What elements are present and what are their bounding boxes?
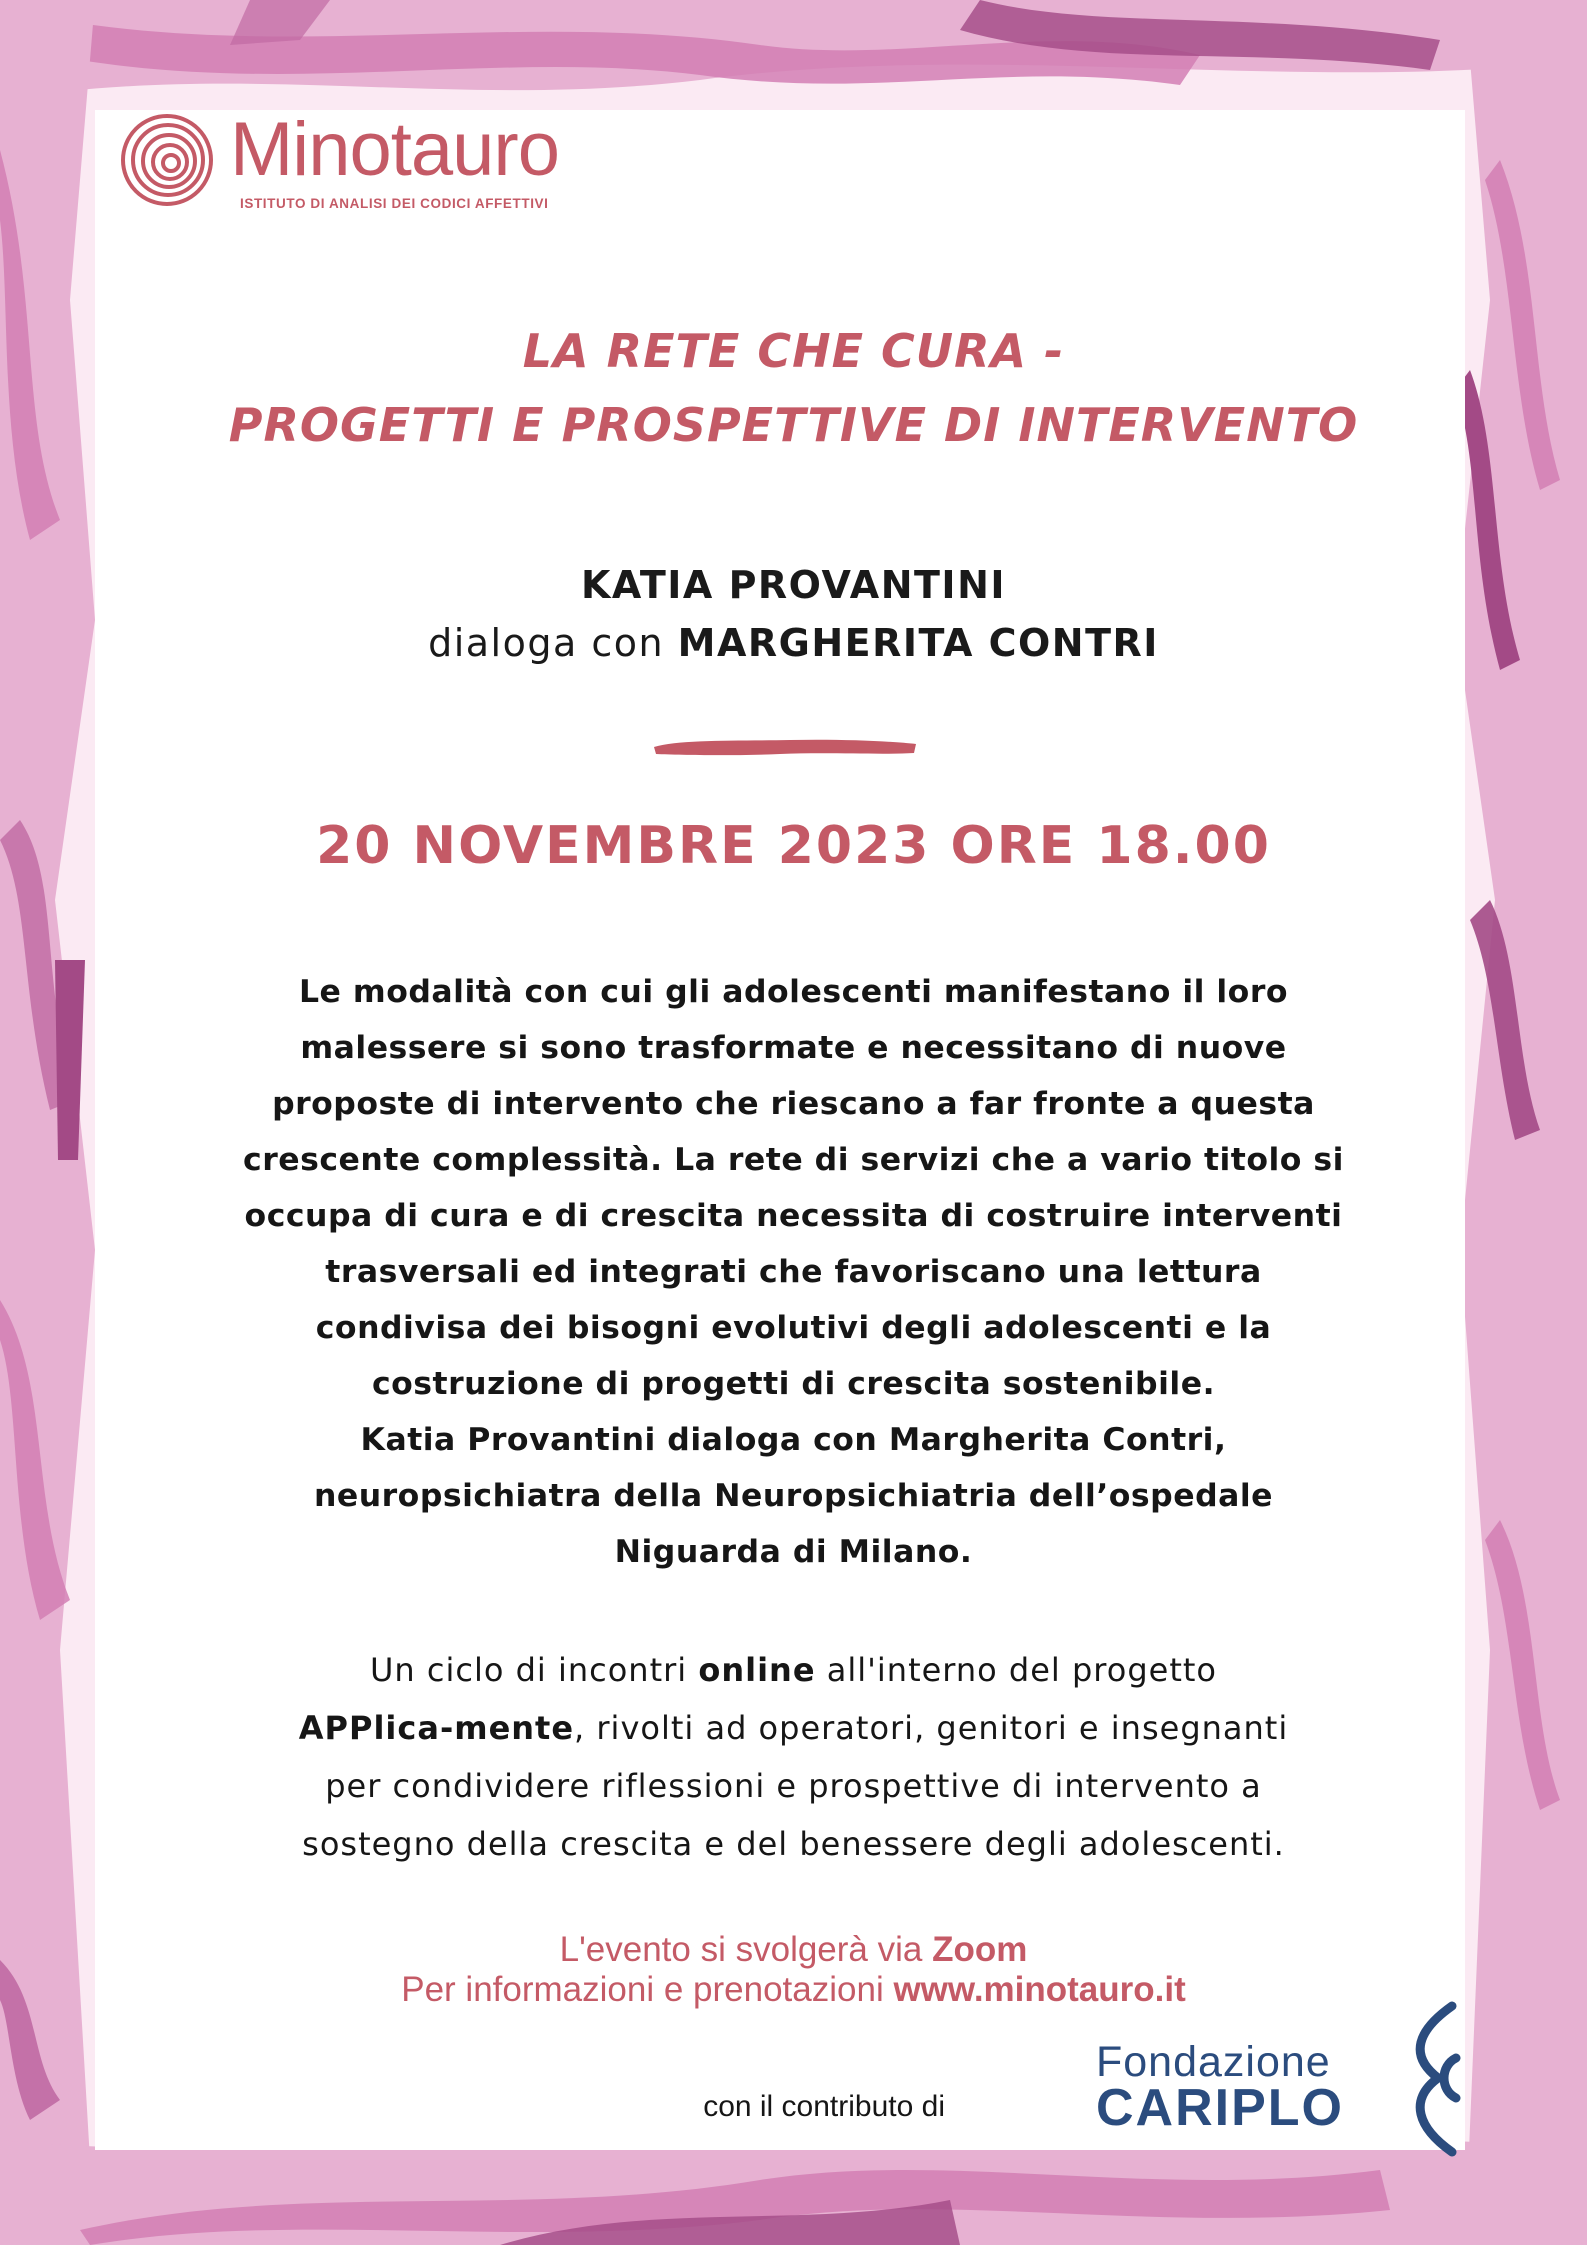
description-line: crescente complessità. La rete di servizi che a vario titolo si <box>243 1142 1344 1178</box>
description-line: condivisa dei bisogni evolutivi degli adolescenti e la <box>315 1310 1272 1346</box>
platform-name: Zoom <box>932 1930 1028 1969</box>
series-text: Un ciclo di incontri <box>369 1651 699 1689</box>
description-line: Katia Provantini dialoga con Margherita Contri, <box>360 1422 1227 1458</box>
brush-divider <box>650 735 920 759</box>
event-info <box>0 1930 1587 2010</box>
title-line-1: LA RETE CHE CURA - <box>522 324 1065 378</box>
description-line: Le modalità con cui gli adolescenti manifestano il loro <box>298 974 1288 1010</box>
spiral-logo-icon <box>108 110 226 210</box>
series-text: all'interno del progetto <box>815 1651 1217 1689</box>
sponsor-name-line1: Fondazione <box>1096 2038 1331 2086</box>
website-link[interactable]: www.minotauro.it <box>893 1970 1186 2009</box>
logo-subtitle: ISTITUTO DI ANALISI DEI CODICI AFFETTIVI <box>240 196 549 211</box>
series-text: , rivolti ad operatori, genitori e insegnanti <box>574 1709 1289 1747</box>
event-title <box>0 314 1587 462</box>
description-line: occupa di cura e di crescita necessita di costruire interventi <box>244 1198 1343 1234</box>
cariplo-logo-icon <box>1398 2000 1462 2160</box>
series-text: sostegno della crescita e del benessere degli adolescenti. <box>302 1825 1285 1863</box>
description-line: proposte di intervento che riescano a far fronte a questa <box>272 1086 1315 1122</box>
event-description <box>0 964 1587 1580</box>
logo-wordmark: Minotauro <box>230 107 559 192</box>
description-line: malessere si sono trasformate e necessitano di nuove <box>300 1030 1287 1066</box>
speaker-connector: dialoga con <box>428 621 678 665</box>
description-line: Niguarda di Milano. <box>614 1534 973 1570</box>
host-name: KATIA PROVANTINI <box>580 563 1007 607</box>
contribution-label: con il contributo di <box>703 2090 945 2123</box>
project-name: APPlica-mente <box>298 1709 575 1747</box>
minotauro-logo <box>108 107 628 220</box>
speakers-block <box>0 556 1587 672</box>
info-text: L'evento si svolgerà via <box>559 1930 933 1969</box>
series-text: per condividere riflessioni e prospettive di intervento a <box>325 1767 1262 1805</box>
description-line: trasversali ed integrati che favoriscano una lettura <box>325 1254 1262 1290</box>
title-line-2: PROGETTI E PROSPETTIVE DI INTERVENTO <box>228 398 1359 452</box>
event-datetime: 20 NOVEMBRE 2023 ORE 18.00 <box>316 816 1271 876</box>
series-online: online <box>698 1651 816 1689</box>
description-line: neuropsichiatra della Neuropsichiatria dell’ospedale <box>313 1478 1274 1514</box>
info-text: Per informazioni e prenotazioni <box>401 1970 894 2009</box>
description-line: costruzione di progetti di crescita sostenibile. <box>371 1366 1216 1402</box>
sponsor-name-line2: CARIPLO <box>1096 2079 1344 2137</box>
guest-name: MARGHERITA CONTRI <box>677 621 1159 665</box>
series-info <box>0 1641 1587 1873</box>
